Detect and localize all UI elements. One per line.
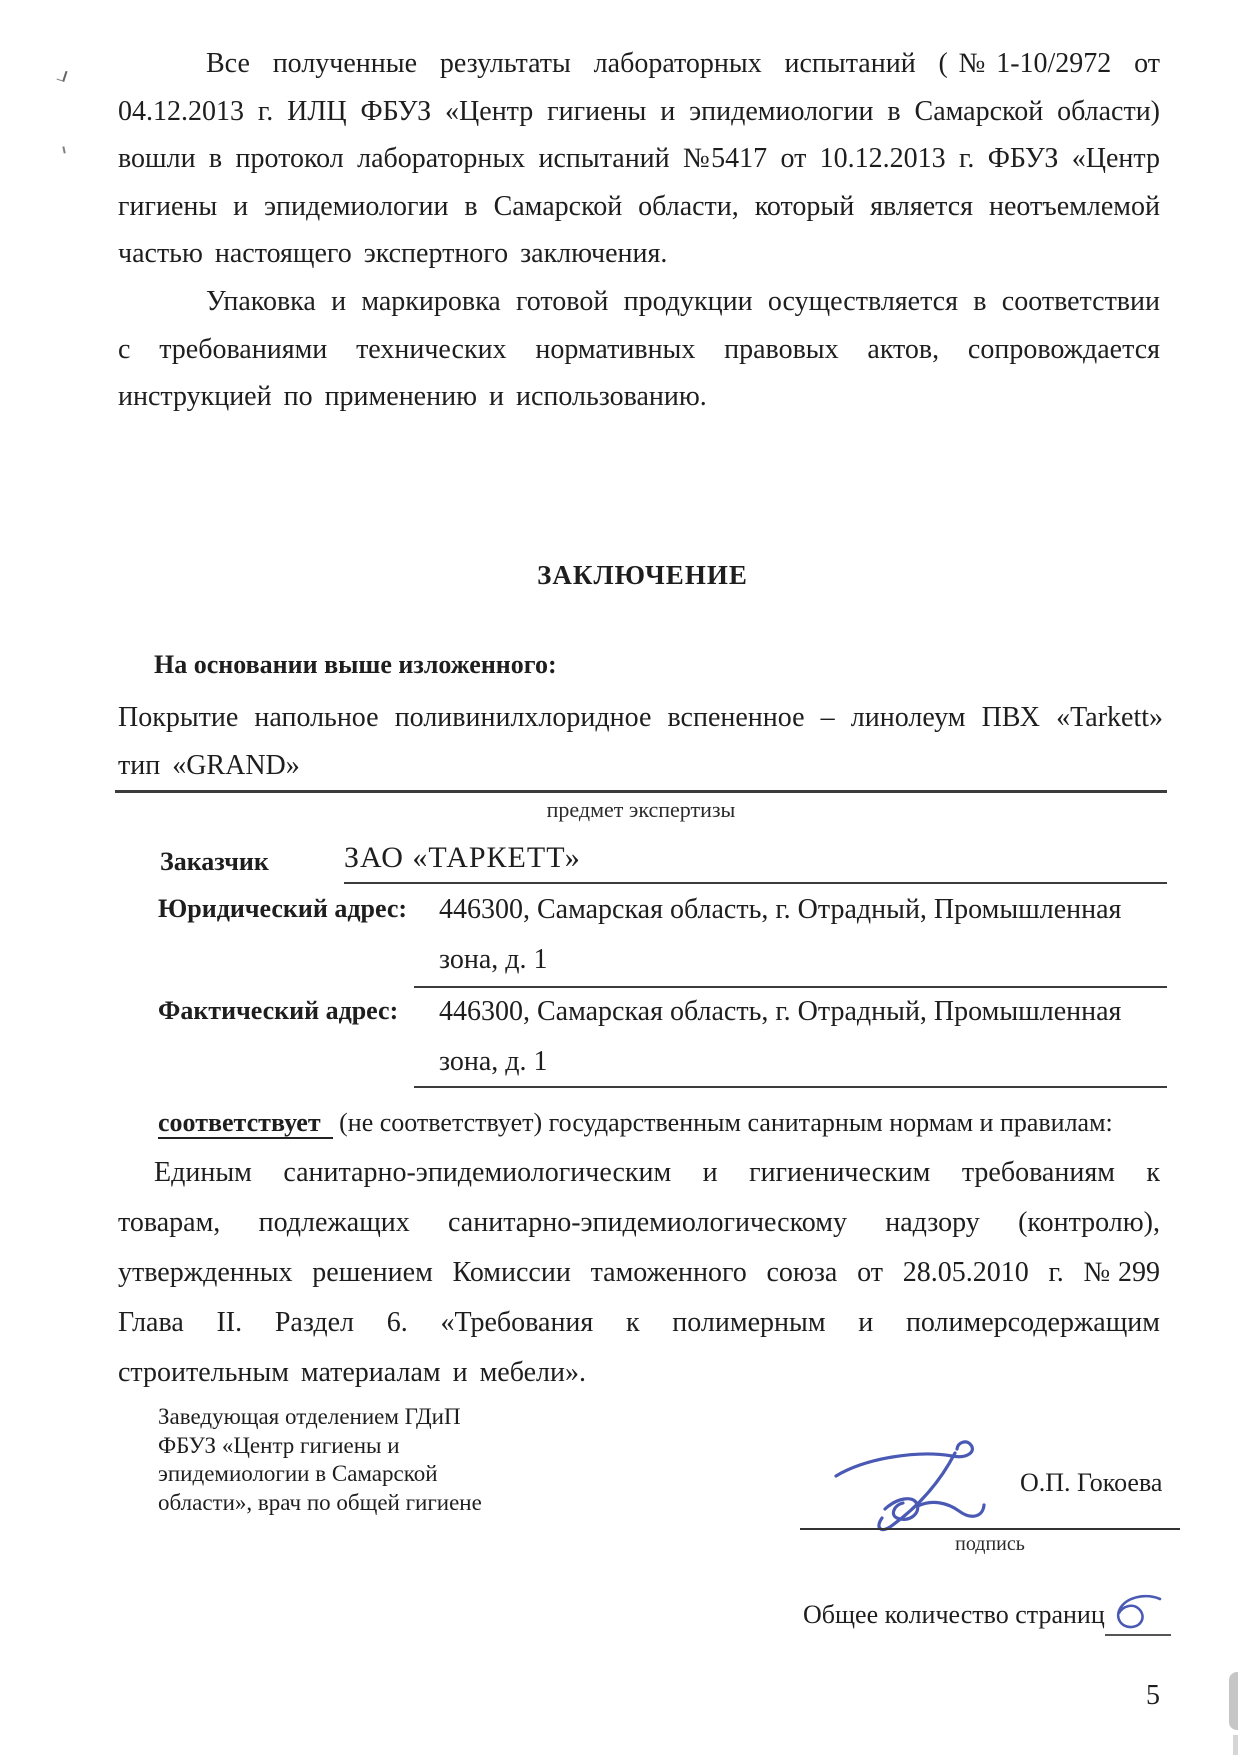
page-number: 5 [1146, 1680, 1160, 1711]
paragraph-lab-results: Все полученные результаты лабораторных испытаний (№1-10/2972 от 04.12.2013 г. ИЛЦ ФБУЗ «Центр гигиены и эпидемиологии в Самарской области) вошли в протокол лабораторных испытаний №5417 от 10.12.2013 г. ФБУЗ «Центр гигиены и эпидемиологии в Самарской области, который является неотъемлемой частью настоящего экспертного заключения. [118, 48, 1160, 270]
customer-underline [344, 882, 1167, 884]
scan-edge-artifact [1233, 1735, 1238, 1755]
signatory-title [158, 1403, 482, 1517]
legal-address-value: 446300, Самарская область, г. Отрадный, Промышленная зона, д. 1 [439, 894, 1122, 975]
signatory-title-line: области», врач по общей гигиене [158, 1489, 482, 1515]
total-pages-label: Общее количество страниц [803, 1600, 1105, 1629]
total-pages-underline [1105, 1634, 1171, 1636]
compliance-paragraph [118, 1148, 1160, 1398]
customer-label: Заказчик [160, 847, 269, 876]
subject-rule [115, 790, 1167, 793]
paragraph-packaging: Упаковка и маркировка готовой продукции осуществляется в соответствии с требованиями технических нормативных правовых актов, сопровождается инструкцией по применению и использованию. [118, 285, 1160, 413]
conclusion-heading: ЗАКЛЮЧЕНИЕ [537, 560, 748, 590]
signature-underline [800, 1528, 1180, 1530]
actual-address-underline [414, 1086, 1167, 1088]
actual-address-value: 446300, Самарская область, г. Отрадный, Промышленная зона, д. 1 [439, 996, 1122, 1077]
customer-value: ЗАО «ТАРКЕТТ» [344, 841, 581, 874]
handwritten-five-stroke [1118, 1596, 1160, 1627]
subject-text: Покрытие напольное поливинилхлоридное вспененное – линолеум ПВХ «Tarkett» тип «GRAND» [118, 702, 1163, 781]
signatory-name: О.П. Гокоева [1020, 1468, 1163, 1497]
body-text-block [118, 40, 1160, 421]
compliance-line [158, 1108, 1168, 1138]
subject-caption: предмет экспертизы [546, 797, 736, 822]
signature-strokes [836, 1442, 984, 1530]
legal-address-label: Юридический адрес: [158, 894, 408, 923]
signature-caption: подпись [955, 1533, 1025, 1555]
compliance-details: Единым санитарно-эпидемиологическим и гигиеническим требованиям к товарам, подлежащих санитарно-эпидемиологическому надзору (контролю), утвержденных решением Комиссии таможенного союза от 28.05.2010 г. №299 Глава II. Раздел 6. «Требования к полимерным и полимерсодержащим строительным материалам и мебели». [118, 1157, 1160, 1388]
signatory-title-line: Заведующая отделением ГДиП [158, 1404, 461, 1429]
compliance-word: соответствует [158, 1108, 333, 1139]
scan-edge-artifact [1229, 1672, 1238, 1730]
scan-speck-artifact [56, 69, 67, 82]
signatory-title-line: ФБУЗ «Центр гигиены и [158, 1432, 400, 1458]
basis-label: На основании выше изложенного: [154, 650, 557, 679]
actual-address-label: Фактический адрес: [158, 996, 399, 1025]
compliance-rest: (не соответствует) государственным санитарным нормам и правилам: [339, 1108, 1113, 1137]
scan-speck-artifact [62, 145, 69, 153]
signatory-title-line: эпидемиологии в Самарской [158, 1461, 438, 1486]
